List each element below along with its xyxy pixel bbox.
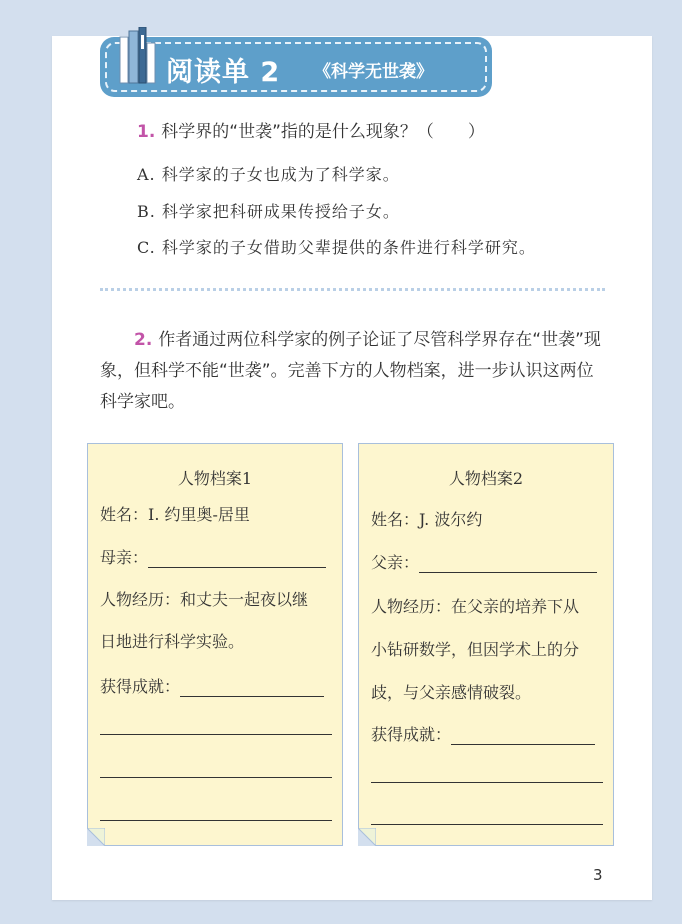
question-1	[137, 117, 485, 142]
banner-title: 阅读单 2	[166, 57, 281, 88]
card-2-achievement-label: 获得成就：	[371, 725, 452, 744]
card-1-parent-row	[100, 545, 326, 568]
card-2-answer-line[interactable]	[371, 824, 603, 825]
card-2-title: 人物档案2	[448, 469, 524, 488]
page-curl-icon	[87, 828, 105, 846]
card-1-history-1: 人物经历：和丈夫一起夜以继	[100, 590, 309, 609]
card-1-answer-line[interactable]	[100, 734, 332, 735]
question-2-number: 2.	[134, 330, 153, 350]
option-b[interactable]: B. 科学家把科研成果传授给子女。	[137, 202, 400, 221]
card-1-parent-blank[interactable]	[148, 548, 326, 568]
profile-card-2	[358, 443, 614, 846]
question-1-number: 1.	[137, 122, 156, 142]
section-divider	[100, 288, 605, 291]
question-2-text: 作者通过两位科学家的例子论证了尽管科学界存在“世袭”现象，但科学不能“世袭”。完善下方的人物档案，进一步认识这两位科学家吧。	[100, 330, 601, 412]
card-1-parent-label: 母亲：	[100, 548, 149, 567]
page-number: 3	[593, 866, 603, 884]
question-2	[100, 325, 610, 418]
card-2-parent-blank[interactable]	[419, 553, 597, 573]
card-2-history-3: 歧，与父亲感情破裂。	[371, 683, 532, 702]
question-1-text: 科学界的“世袭”指的是什么现象？（ ）	[161, 122, 485, 142]
card-1-answer-line[interactable]	[100, 777, 332, 778]
card-1-achievement-row	[100, 674, 324, 697]
card-1-achievement-label: 获得成就：	[100, 677, 181, 696]
card-2-parent-label: 父亲：	[371, 553, 420, 572]
card-2-achievement-row	[371, 722, 595, 745]
header-banner	[100, 37, 492, 97]
card-1-achievement-blank[interactable]	[180, 677, 324, 697]
card-2-name: 姓名：J. 波尔约	[371, 510, 483, 529]
card-2-history-1: 人物经历：在父亲的培养下从	[371, 597, 580, 616]
page-curl-icon	[358, 828, 376, 846]
card-1-history-2: 日地进行科学实验。	[100, 632, 245, 651]
card-1-name: 姓名：I. 约里奥-居里	[100, 505, 250, 524]
card-2-parent-row	[371, 550, 597, 573]
card-1-title: 人物档案1	[177, 469, 253, 488]
card-1-answer-line[interactable]	[100, 820, 332, 821]
card-2-achievement-blank[interactable]	[451, 725, 595, 745]
books-icon	[118, 27, 158, 85]
profile-card-1	[87, 443, 343, 846]
option-c[interactable]: C. 科学家的子女借助父辈提供的条件进行科学研究。	[137, 238, 536, 257]
option-a[interactable]: A. 科学家的子女也成为了科学家。	[137, 165, 400, 184]
card-2-history-2: 小钻研数学，但因学术上的分	[371, 640, 580, 659]
banner-subtitle: 《科学无世袭》	[314, 62, 433, 82]
card-2-answer-line[interactable]	[371, 782, 603, 783]
